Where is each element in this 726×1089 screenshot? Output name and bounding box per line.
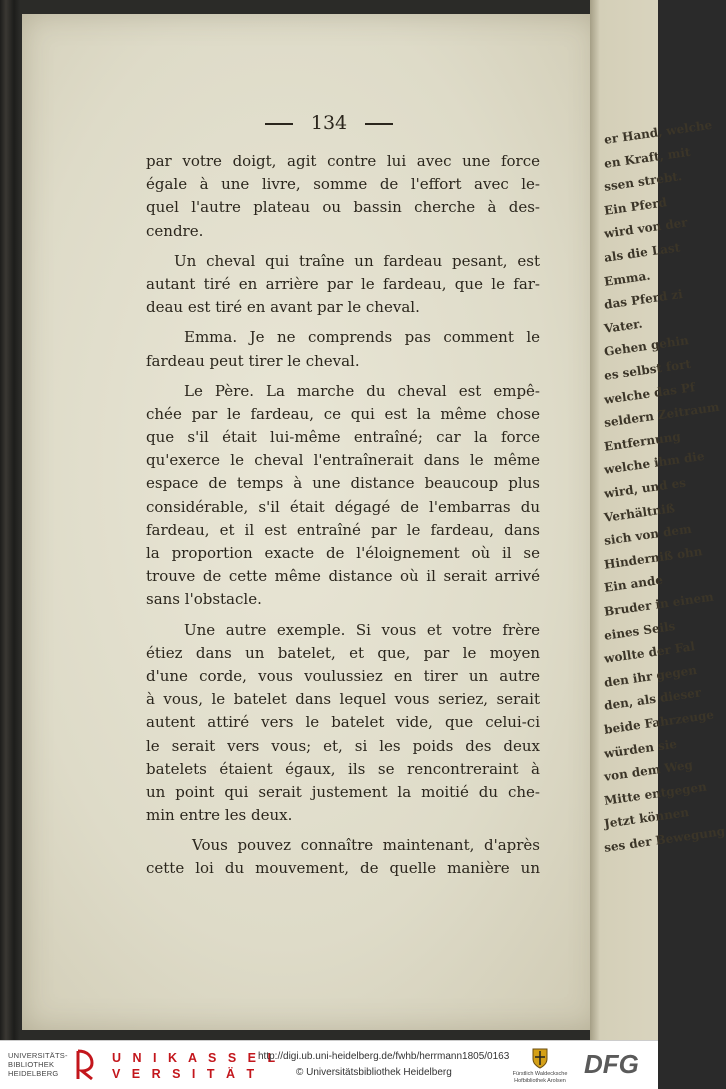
arolsen-line: Hofbibliothek Arolsen [514,1077,566,1084]
facing-page-fragment: Emma. [603,268,652,289]
arolsen-line: Fürstlich Waldecksche [512,1071,568,1077]
text-line: deau est tiré en avant par le cheval. [146,298,420,317]
text-line: fardeau peut tirer le cheval. [146,351,360,370]
facing-page-fragment: ses der Bewegung [603,823,726,855]
facing-page-fragment: Bruder in einem [603,589,715,619]
facing-page-fragment: sich von dem [603,521,693,549]
heidelberg-logo-icon [74,1049,96,1081]
facing-page-fragment: ssen strebt. [603,169,683,195]
facing-page-fragment: wird von der [603,215,689,242]
text-line: étiez dans un batelet, et que, par le moyen [146,643,540,662]
text-line: qu'exerce le cheval l'entraînerait dans le même [146,451,540,470]
facing-page-fragment: Ein ande [603,573,664,596]
text-line: fardeau, et il est entraîné par le fardeau, dans [146,520,540,539]
text-line: Vous pouvez connaître maintenant, d'après [192,836,540,855]
facing-page-fragment: seldern Zeitraum [603,399,721,431]
heidelberg-library-label [8,1051,68,1078]
text-line: Le Père. La marche du cheval est empê- [184,381,540,400]
facing-page-fragment: er Hand, welche [603,117,714,147]
text-line: min entre les deux. [146,806,293,825]
facing-page-fragment: beide Fahrzeuge [603,707,715,737]
facing-page-fragment: Jetzt können [603,805,690,832]
facing-page-fragment: wollte der Fal [603,639,696,667]
facing-page-fragment: en Kraft, mit [603,144,692,171]
facing-page-fragment: Ein Pferd [603,194,668,218]
text-line: quel l'autre plateau ou bassin cherche à des- [146,198,540,217]
text-line: cette loi du mouvement, de quelle manière un [146,859,540,878]
text-line: autent attiré vers le batelet vide, que celui-ci [146,713,540,732]
facing-page-fragment: als die Last [603,240,681,265]
page-number [0,112,658,134]
facing-page-fragment: es selbst fort [603,356,692,383]
text-line: Une autre exemple. Si vous et votre frère [184,620,540,639]
text-line: autant tiré en arrière par le fardeau, que le far- [146,274,540,293]
facing-page-fragment: eines Seils [603,618,677,643]
text-line: que s'il était lui-même entraîné; car la force [146,428,540,447]
facing-page-fragment: Verhältniß [603,500,676,525]
facing-page-fragment: welche ihm die [603,449,706,478]
text-line: espace de temps à une distance beaucoup plus [146,474,540,493]
dash-left [265,123,293,125]
facing-page-fragment: Vater. [603,316,644,336]
source-url-link[interactable]: http://digi.ub.uni-heidelberg.de/fwhb/herrmann1805/0163 [258,1051,510,1062]
facing-page-fragment: wird, und es [603,475,687,501]
text-line: cendre. [146,221,204,240]
facing-page-fragment: von dem Weg [603,757,694,785]
facing-page-fragment: würden sie [603,736,678,761]
text-line: un point qui serait justement la moitié du che- [146,782,540,801]
text-line: trouve de cette même distance où il serait arrivé [146,567,540,586]
heidelberg-line: HEIDELBERG [8,1069,59,1078]
text-line: considérable, s'il était dégagé de l'embarras du [146,497,540,516]
text-line: la proportion exacte de l'éloignement où il se [146,544,540,562]
facing-page-fragment: das Pferd zi [603,287,684,313]
text-line: d'une corde, vous voulussiez en tirer un autre [146,666,540,685]
copyright-text: © Universitätsbibliothek Heidelberg [296,1067,452,1078]
text-line: chée par le fardeau, ce qui est la même chose [146,404,540,423]
viewer-footer [0,1040,658,1089]
text-line: à vous, le batelet dans lequel vous seriez, serait [146,690,540,709]
facing-page-fragment: Hinderniß ohn [603,543,704,572]
facing-page-fragment: den, als dieser [603,685,702,714]
facing-page-edge [590,0,726,1040]
heidelberg-line: UNIVERSITÄTS- [8,1051,68,1060]
facing-page-fragment: Mitte entgegen [603,779,708,808]
kassel-university-logo[interactable] [112,1050,279,1082]
text-line: sans l'obstacle. [146,590,262,609]
page-number-text: 134 [310,112,348,134]
text-line: Un cheval qui traîne un fardeau pesant, est [174,251,540,270]
arolsen-library-label [508,1071,572,1084]
facing-page-fragment: welche das Pf [603,379,696,407]
kassel-line: V E R S I T Ä T [112,1067,259,1081]
dash-right [365,123,393,125]
arolsen-crest-icon [532,1047,548,1069]
facing-page-fragment: Gehen gehin [603,333,690,360]
dfg-logo[interactable]: DFG [584,1049,639,1079]
facing-page-fragment: den ihr gegen [603,662,698,690]
text-line: égale à une livre, somme de l'effort avec le- [146,175,540,194]
body-text [146,150,540,881]
heidelberg-line: BIBLIOTHEK [8,1060,55,1069]
text-line: par votre doigt, agit contre lui avec une force [146,152,540,170]
text-line: le serait vers vous; et, si les poids des deux [146,736,540,755]
facing-page-fragment: Entfernung [603,429,682,454]
kassel-line: U N I K A S S E L [112,1051,280,1065]
text-line: batelets étaient égaux, ils se rencontreraint à [146,759,540,778]
text-line: Emma. Je ne comprends pas comment le [184,328,540,347]
